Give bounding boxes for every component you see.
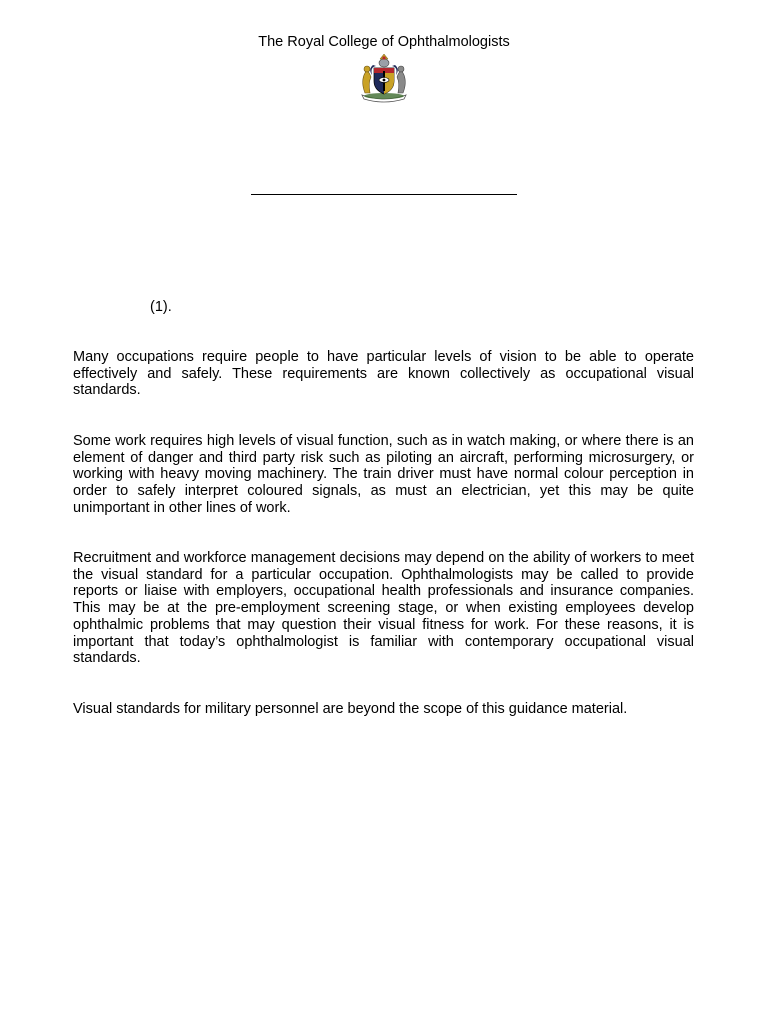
- coat-of-arms-icon: [356, 53, 412, 103]
- paragraph-recruitment: Recruitment and workforce management decisions may depend on the ability of workers to meet the visual standard for a particular occupation. Ophthalmologists may be called to provide reports or liaise with employers, occupational health professionals and insurance companies. This may be at the pre-employment screening stage, or when existing employees develop ophthalmic problems that may question their visual fitness for work. For these reasons, it is important that today’s ophthalmologist is familiar with contemporary occupational visual standards.: [73, 550, 694, 667]
- paragraph-high-visual-function: Some work requires high levels of visual function, such as in watch making, or where there is an element of danger and third party risk such as piloting an aircraft, performing microsurgery, or working with heavy moving machinery. The train driver must have normal colour perception in order to safely interpret coloured signals, as must an electrician, yet this may be quite unimportant in other lines of work.: [73, 433, 694, 516]
- footnote-reference: (1).: [150, 299, 172, 315]
- organisation-header: The Royal College of Ophthalmologists: [258, 34, 510, 50]
- title-underline-divider: [251, 194, 517, 195]
- paragraph-military-scope: Visual standards for military personnel are beyond the scope of this guidance material.: [73, 701, 628, 717]
- paragraph-intro: Many occupations require people to have particular levels of vision to be able to operate effectively and safely. These requirements are known collectively as occupational visual standards.: [73, 349, 694, 399]
